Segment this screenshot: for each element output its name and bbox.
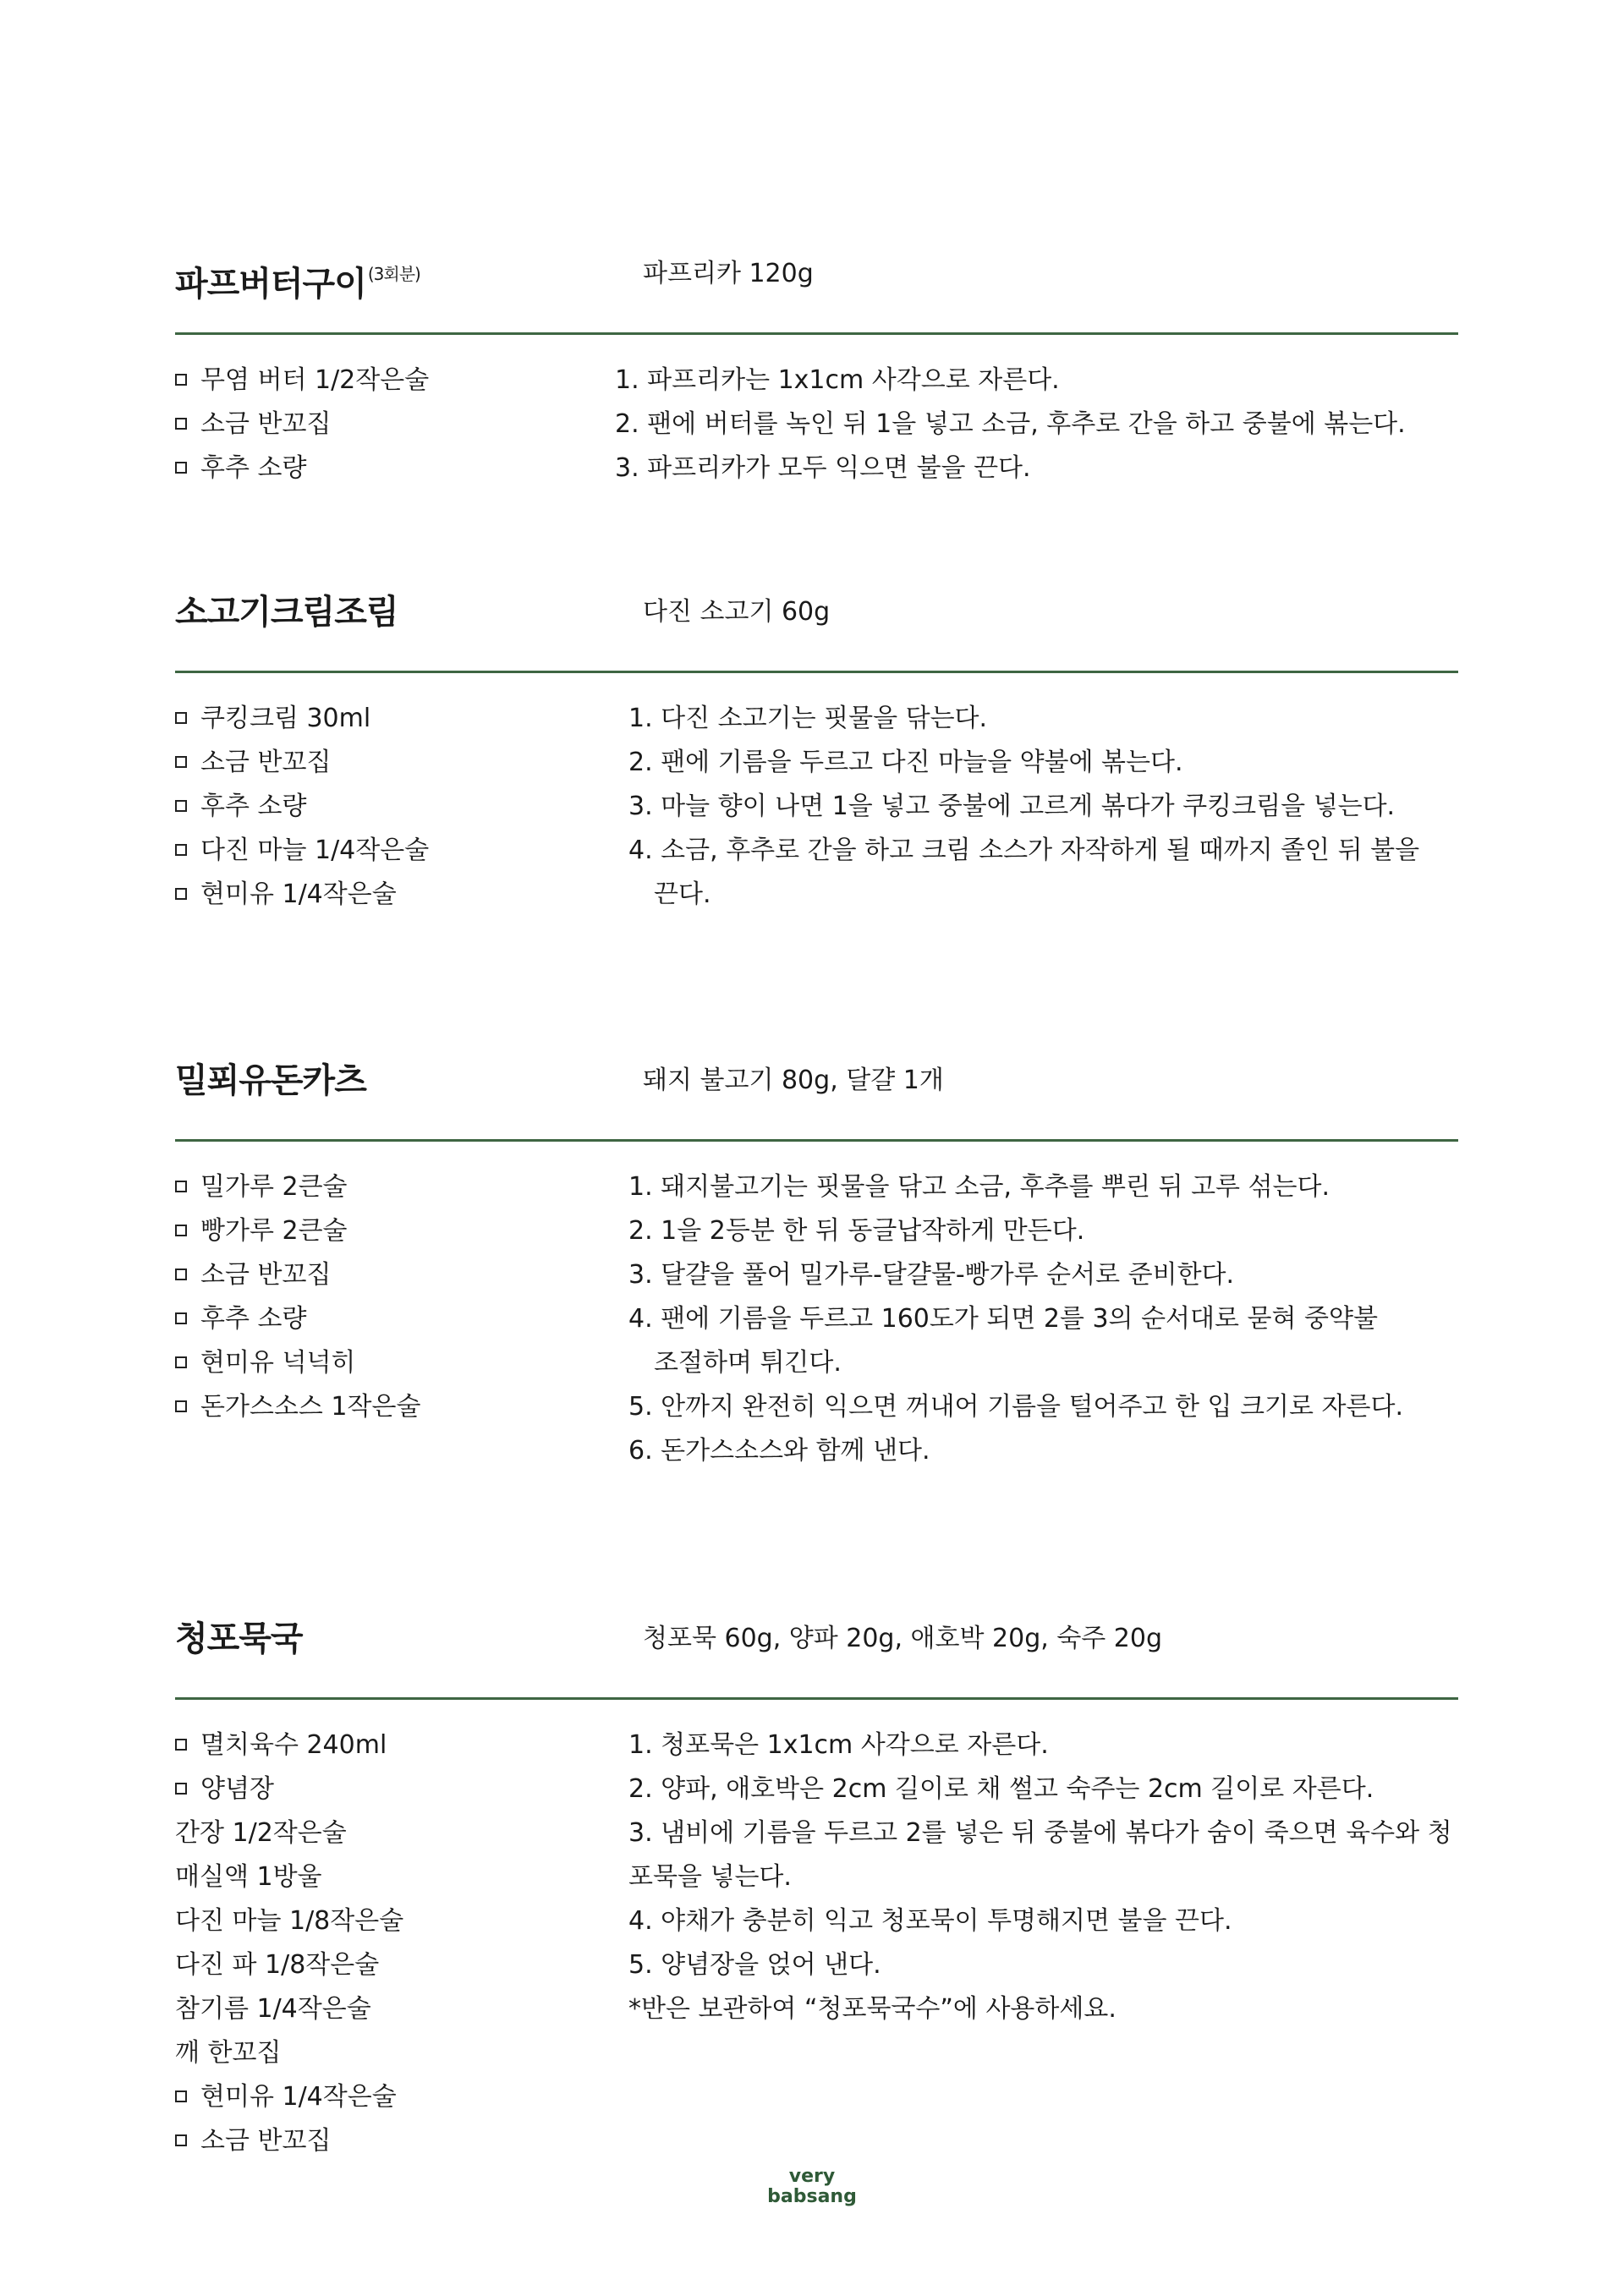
step-list xyxy=(628,1165,1458,1473)
storage-note: *반은 보관하여 “청포묵국수”에 사용하세요. xyxy=(628,1994,1116,2024)
sauce-ingredient: 다진 마늘 1/8작은술 xyxy=(175,1906,404,1936)
ingredient-item: 현미유 1/4작은술 xyxy=(175,2075,615,2119)
step-item: 1. 돼지불고기는 핏물을 닦고 소금, 후추를 뿌린 뒤 고루 섞는다. xyxy=(628,1172,1330,1202)
ingredient-item: 현미유 1/4작은술 xyxy=(175,873,615,917)
step-item: 6. 돈가스소스와 함께 낸다. xyxy=(628,1436,930,1466)
checkbox-icon xyxy=(175,756,187,768)
recipe-header xyxy=(175,250,1458,318)
sauce-ingredient: 참기름 1/4작은술 xyxy=(175,1994,371,2024)
checkbox-icon xyxy=(175,844,187,856)
sauce-ingredient: 간장 1/2작은술 xyxy=(175,1818,347,1848)
sauce-ingredient: 다진 파 1/8작은술 xyxy=(175,1950,380,1980)
main-ingredients: 돼지 불고기 80g, 달걀 1개 xyxy=(643,1066,944,1095)
step-item: 2. 1을 2등분 한 뒤 동글납작하게 만든다. xyxy=(628,1216,1085,1246)
ingredient-item: 소금 반꼬집 xyxy=(175,741,615,785)
step-item: 4. 팬에 기름을 두르고 160도가 되면 2를 3의 순서대로 묻혀 중약불 xyxy=(628,1304,1378,1334)
ingredient-list xyxy=(175,1165,615,1429)
checkbox-icon xyxy=(175,1739,187,1751)
section-divider xyxy=(175,1697,1458,1700)
ingredient-list xyxy=(175,697,615,917)
checkbox-icon xyxy=(175,712,187,724)
checkbox-icon xyxy=(175,1312,187,1324)
ingredient-item: 소금 반꼬집 xyxy=(175,2119,615,2163)
servings-note: (3회분) xyxy=(367,264,420,284)
main-ingredients: 다진 소고기 60g xyxy=(643,597,831,627)
step-item: 3. 달걀을 풀어 밀가루-달걀물-빵가루 순서로 준비한다. xyxy=(628,1260,1235,1290)
step-list xyxy=(628,697,1458,917)
recipe-section-4 xyxy=(175,1615,1458,2156)
step-item: 3. 마늘 향이 나면 1을 넣고 중불에 고르게 볶다가 쿠킹크림을 넣는다. xyxy=(628,792,1396,821)
step-item: 3. 냄비에 기름을 두르고 2를 넣은 뒤 중불에 볶다가 숨이 죽으면 육수와 청 xyxy=(628,1818,1452,1848)
section-divider xyxy=(175,671,1458,673)
recipe-header xyxy=(175,1057,1458,1125)
recipe-title: 청포묵국 xyxy=(175,1619,303,1658)
checkbox-icon xyxy=(175,1400,187,1412)
logo-line-2: babsang xyxy=(767,2186,857,2207)
ingredient-item: 현미유 넉넉히 xyxy=(175,1341,615,1385)
ingredient-item: 후추 소량 xyxy=(175,1297,615,1341)
checkbox-icon xyxy=(175,374,187,386)
checkbox-icon xyxy=(175,1356,187,1368)
ingredient-item: 쿠킹크림 30ml xyxy=(175,697,615,741)
logo-line-1: very xyxy=(788,2166,836,2187)
sauce-ingredient: 매실액 1방울 xyxy=(175,1862,322,1892)
step-item: 2. 양파, 애호박은 2cm 길이로 채 썰고 숙주는 2cm 길이로 자른다. xyxy=(628,1774,1374,1804)
checkbox-icon xyxy=(175,418,187,430)
ingredient-list xyxy=(175,359,615,490)
step-item: 3. 파프리카가 모두 익으면 불을 끈다. xyxy=(615,453,1031,483)
ingredient-item: 빵가루 2큰술 xyxy=(175,1209,615,1253)
step-item: 4. 야채가 충분히 익고 청포묵이 투명해지면 불을 끈다. xyxy=(628,1906,1232,1936)
step-item: 1. 파프리카는 1x1cm 사각으로 자른다. xyxy=(615,365,1060,395)
step-item: 5. 안까지 완전히 익으면 꺼내어 기름을 털어주고 한 입 크기로 자른다. xyxy=(628,1392,1403,1422)
ingredient-item: 다진 마늘 1/4작은술 xyxy=(175,829,615,873)
recipe-header xyxy=(175,1615,1458,1683)
ingredient-item: 무염 버터 1/2작은술 xyxy=(175,359,615,403)
section-divider xyxy=(175,1139,1458,1142)
ingredient-list xyxy=(175,1723,615,2163)
section-divider xyxy=(175,332,1458,335)
main-ingredients: 파프리카 120g xyxy=(643,259,814,288)
step-item-continued: 끈다. xyxy=(654,879,711,909)
step-item: 1. 청포묵은 1x1cm 사각으로 자른다. xyxy=(628,1730,1049,1760)
main-ingredients: 청포묵 60g, 양파 20g, 애호박 20g, 숙주 20g xyxy=(643,1624,1163,1653)
ingredient-item: 밀가루 2큰술 xyxy=(175,1165,615,1209)
ingredient-item: 돈가스소스 1작은술 xyxy=(175,1385,615,1429)
checkbox-icon xyxy=(175,462,187,474)
ingredient-item: 양념장 xyxy=(175,1767,615,1811)
step-item: 2. 팬에 버터를 녹인 뒤 1을 넣고 소금, 후추로 간을 하고 중불에 볶는다. xyxy=(615,409,1406,439)
step-list xyxy=(628,1723,1458,2031)
ingredient-item: 소금 반꼬집 xyxy=(175,403,615,447)
ingredient-item: 멸치육수 240ml xyxy=(175,1723,615,1767)
step-list xyxy=(615,359,1445,490)
recipe-header xyxy=(175,589,1458,656)
ingredient-item: 소금 반꼬집 xyxy=(175,1253,615,1297)
step-item-continued: 조절하며 튀긴다. xyxy=(654,1348,842,1378)
step-item: 2. 팬에 기름을 두르고 다진 마늘을 약불에 볶는다. xyxy=(628,748,1183,777)
step-item: 4. 소금, 후추로 간을 하고 크림 소스가 자작하게 될 때까지 졸인 뒤 불을 xyxy=(628,836,1420,865)
recipe-title: 파프버터구이 $^{(3회분)}$ xyxy=(175,264,420,304)
checkbox-icon xyxy=(175,1783,187,1795)
step-item: 5. 양념장을 얹어 낸다. xyxy=(628,1950,881,1980)
checkbox-icon xyxy=(175,2091,187,2102)
recipe-section-2 xyxy=(175,589,1458,909)
checkbox-icon xyxy=(175,1225,187,1236)
checkbox-icon xyxy=(175,800,187,812)
recipe-title: 밀푀유돈카츠 xyxy=(175,1061,366,1100)
sauce-ingredient: 깨 한꼬집 xyxy=(175,2038,282,2068)
recipe-section-3 xyxy=(175,1057,1458,1466)
checkbox-icon xyxy=(175,2134,187,2146)
ingredient-item: 후추 소량 xyxy=(175,447,615,490)
recipe-title: 소고기크림조림 xyxy=(175,593,398,632)
ingredient-item: 후추 소량 xyxy=(175,785,615,829)
checkbox-icon xyxy=(175,1269,187,1280)
step-item-continued: 포묵을 넣는다. xyxy=(628,1862,792,1892)
step-item: 1. 다진 소고기는 핏물을 닦는다. xyxy=(628,704,988,733)
brand-logo xyxy=(0,2167,1624,2207)
checkbox-icon xyxy=(175,1181,187,1192)
checkbox-icon xyxy=(175,888,187,900)
recipe-section-1 xyxy=(175,250,1458,483)
